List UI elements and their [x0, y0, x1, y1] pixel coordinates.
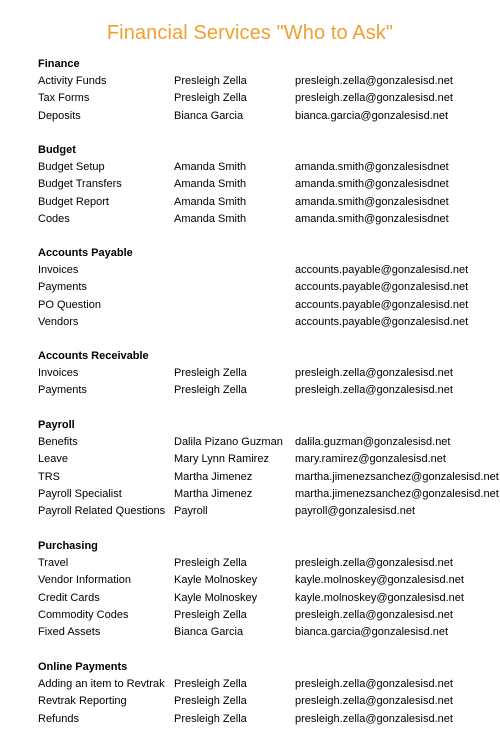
list-item: [38, 572, 498, 589]
topic: Payments: [38, 384, 87, 397]
topic: Invoices: [38, 367, 79, 379]
contact-name: Presleigh Zella: [174, 695, 247, 708]
contact-name: Dalila Pizano Guzman: [174, 436, 283, 448]
section-online-payments: [38, 659, 498, 728]
email-address: accounts.payable@gonzalesisd.net: [295, 281, 469, 294]
list-item: [38, 624, 498, 641]
contact-name: Presleigh Zella: [174, 75, 247, 87]
section-heading: Finance: [38, 58, 80, 70]
section-payroll: [38, 417, 498, 520]
section-heading: Accounts Receivable: [38, 350, 149, 362]
topic: Deposits: [38, 109, 81, 122]
topic: Benefits: [38, 436, 78, 448]
list-item: [38, 693, 498, 710]
email-address: payroll@gonzalesisd.net: [295, 505, 416, 518]
email-address: presleigh.zella@gonzalesisd.net: [295, 557, 453, 569]
list-item: [38, 176, 498, 193]
contact-name: Presleigh Zella: [174, 367, 247, 379]
list-item: [38, 486, 498, 503]
topic: Adding an item to Revtrak: [38, 678, 165, 690]
list-item: [38, 211, 498, 228]
topic: Leave: [38, 453, 68, 466]
list-item: [38, 503, 498, 520]
section-heading: Accounts Payable: [38, 247, 133, 259]
section-accounts-receivable: [38, 348, 498, 400]
list-item: [38, 451, 498, 468]
email-address: amanda.smith@gonzalesisdnet: [295, 178, 449, 191]
topic: Budget Transfers: [38, 178, 122, 191]
list-item: [38, 382, 498, 399]
topic: Vendors: [38, 315, 79, 328]
email-address: accounts.payable@gonzalesisd.net: [295, 298, 469, 311]
contact-name: Mary Lynn Ramirez: [174, 453, 269, 466]
contact-name: Amanda Smith: [174, 161, 247, 173]
contact-name: Presleigh Zella: [174, 608, 247, 621]
contact-name: Presleigh Zella: [174, 712, 247, 725]
contact-name: Amanda Smith: [174, 178, 247, 191]
section-accounts-payable: [38, 245, 498, 331]
contact-name: Kayle Molnoskey: [174, 574, 258, 587]
list-item: [38, 555, 498, 572]
contact-name: Presleigh Zella: [174, 92, 247, 105]
topic: Payroll Related Questions: [38, 505, 166, 518]
section-heading: Payroll: [38, 419, 75, 431]
topic: Budget Report: [38, 195, 109, 208]
email-address: martha.jimenezsanchez@gonzalesisd.net: [295, 487, 499, 500]
email-address: presleigh.zella@gonzalesisd.net: [295, 367, 453, 379]
topic: Credit Cards: [38, 591, 100, 604]
page-title: Financial Services "Who to Ask": [106, 22, 394, 44]
topic: Tax Forms: [38, 92, 90, 105]
topic: Payments: [38, 281, 87, 294]
list-item: [38, 314, 498, 331]
topic: Commodity Codes: [38, 608, 129, 621]
email-address: kayle.molnoskey@gonzalesisd.net: [295, 591, 464, 604]
list-item: [38, 590, 498, 607]
email-address: amanda.smith@gonzalesisdnet: [295, 195, 449, 208]
topic: PO Question: [38, 298, 101, 311]
list-item: [38, 108, 498, 125]
email-address: presleigh.zella@gonzalesisd.net: [295, 75, 453, 87]
email-address: bianca.garcia@gonzalesisd.net: [295, 109, 449, 122]
topic: Payroll Specialist: [38, 487, 122, 500]
contact-name: Amanda Smith: [174, 212, 247, 225]
topic: Budget Setup: [38, 161, 105, 173]
list-item: [38, 434, 498, 451]
contact-name: Payroll: [174, 505, 208, 518]
topic: Codes: [38, 212, 70, 225]
topic: Travel: [38, 557, 69, 569]
email-address: dalila.guzman@gonzalesisd.net: [295, 436, 451, 448]
email-address: presleigh.zella@gonzalesisd.net: [295, 608, 453, 621]
topic: TRS: [38, 470, 60, 483]
contact-name: Presleigh Zella: [174, 678, 247, 690]
topic: Vendor Information: [38, 574, 131, 587]
section-heading: Online Payments: [38, 661, 128, 673]
list-item: [38, 297, 498, 314]
topic: Fixed Assets: [38, 626, 101, 639]
email-address: amanda.smith@gonzalesisdnet: [295, 161, 449, 173]
section-purchasing: [38, 538, 498, 641]
contact-name: Martha Jimenez: [174, 470, 253, 483]
list-item: [38, 676, 498, 693]
email-address: martha.jimenezsanchez@gonzalesisd.net: [295, 470, 499, 483]
topic: Invoices: [38, 264, 79, 276]
list-item: [38, 711, 498, 728]
email-address: presleigh.zella@gonzalesisd.net: [295, 678, 453, 690]
list-item: [38, 159, 498, 176]
topic: Revtrak Reporting: [38, 695, 127, 708]
list-item: [38, 73, 498, 90]
contact-name: Kayle Molnoskey: [174, 591, 258, 604]
email-address: presleigh.zella@gonzalesisd.net: [295, 695, 453, 708]
contact-name: Presleigh Zella: [174, 384, 247, 397]
contact-name: Amanda Smith: [174, 195, 247, 208]
list-item: [38, 90, 498, 107]
topic: Activity Funds: [38, 75, 107, 87]
email-address: presleigh.zella@gonzalesisd.net: [295, 384, 453, 397]
section-budget: [38, 142, 498, 228]
email-address: accounts.payable@gonzalesisd.net: [295, 264, 469, 276]
email-address: kayle.molnoskey@gonzalesisd.net: [295, 574, 464, 587]
email-address: bianca.garcia@gonzalesisd.net: [295, 626, 449, 639]
section-heading: Purchasing: [38, 540, 98, 552]
list-item: [38, 469, 498, 486]
email-address: mary.ramirez@gonzalesisd.net: [295, 453, 446, 466]
email-address: presleigh.zella@gonzalesisd.net: [295, 712, 453, 725]
email-address: presleigh.zella@gonzalesisd.net: [295, 92, 453, 105]
list-item: [38, 262, 498, 279]
contact-name: Bianca Garcia: [174, 109, 244, 122]
topic: Refunds: [38, 712, 79, 725]
list-item: [38, 607, 498, 624]
list-item: [38, 365, 498, 382]
contact-name: Martha Jimenez: [174, 487, 253, 500]
email-address: amanda.smith@gonzalesisdnet: [295, 212, 449, 225]
list-item: [38, 279, 498, 296]
email-address: accounts.payable@gonzalesisd.net: [295, 315, 469, 328]
list-item: [38, 194, 498, 211]
contact-name: Bianca Garcia: [174, 626, 244, 639]
section-heading: Budget: [38, 144, 76, 156]
section-finance: [38, 56, 498, 125]
contact-name: Presleigh Zella: [174, 557, 247, 569]
